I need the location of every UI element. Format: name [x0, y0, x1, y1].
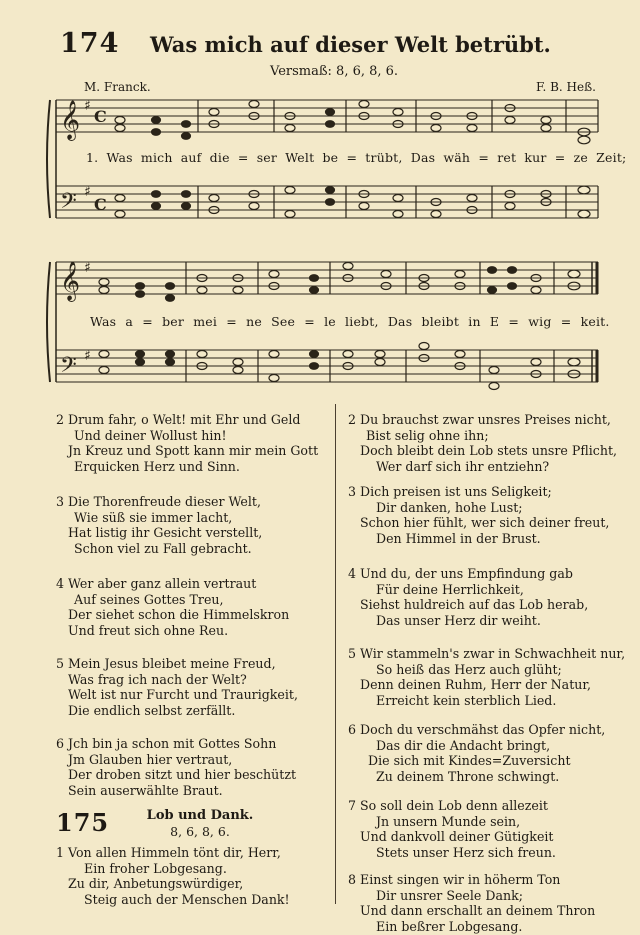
verse-line: Wie süß sie immer lacht,	[74, 509, 233, 525]
verse-line: Jn Kreuz und Spott kann mir mein Gott	[68, 443, 319, 459]
verse-line: 2 Du brauchst zwar unsres Preises nicht,	[348, 412, 611, 427]
verse-line: Dir danken, hohe Lust;	[376, 499, 523, 515]
verse-line: Auf seines Gottes Treu,	[74, 591, 224, 607]
verse-block	[56, 736, 331, 798]
notes-system2-treble	[99, 263, 580, 302]
verse-line: Schon viel zu Fall gebracht.	[74, 540, 252, 556]
verse-line: Der droben sitzt und hier beschützt	[68, 767, 297, 783]
notes-system1-treble	[115, 101, 590, 144]
hymn-175-verse-1	[56, 845, 331, 907]
verse-block	[56, 656, 331, 736]
verse-line: 6 Doch du verschmähst das Opfer nicht,	[348, 722, 606, 737]
verse-line: 8 Einst singen wir in höherm Ton	[348, 872, 561, 887]
verse-line: Die sich mit Kindes=Zuversicht	[368, 753, 571, 769]
verse-line: Steig auch der Menschen Dank!	[84, 891, 290, 907]
verse-line: Und dankvoll deiner Gütigkeit	[360, 829, 554, 845]
verse-line: Denn deinen Ruhm, Herr der Natur,	[360, 677, 592, 693]
verse-line: Erquicken Herz und Sinn.	[74, 458, 240, 474]
verses-right	[348, 412, 630, 934]
svg-text:♯: ♯	[84, 348, 91, 364]
staff-lines-1a	[56, 100, 598, 132]
verse-line: Die endlich selbst zerfällt.	[68, 702, 236, 718]
verse-line: 5 Mein Jesus bleibet meine Freud,	[56, 656, 276, 671]
bass-clef-icon: 𝄢	[60, 353, 77, 383]
lyrics-line-2: Was a = ber mei = ne See = le liebt, Das bleibt in E = wig = keit.	[90, 314, 610, 329]
verse-block	[348, 566, 630, 646]
verse-line: 2 Drum fahr, o Welt! mit Ehr und Geld	[56, 412, 301, 427]
verse-line: Der siehet schon die Himmelskron	[68, 607, 290, 623]
author-text: M. Franck.	[84, 80, 151, 94]
verse-line: Erreicht kein sterblich Lied.	[376, 692, 557, 708]
lyrics-line-1: 1. Was mich auf die = ser Welt be = trübt, Das wäh = ret kur = ze Zeit;	[86, 150, 627, 165]
bass-clef-icon: 𝄢	[60, 189, 77, 219]
column-divider	[335, 404, 336, 904]
verse-line: Jm Glauben hier vertraut,	[68, 751, 233, 767]
music-score	[0, 0, 640, 400]
meter-175: 8, 6, 8, 6.	[170, 824, 230, 839]
verses-left	[56, 412, 331, 798]
verse-line: Das unser Herz dir weiht.	[376, 612, 541, 628]
verse-line: Bist selig ohne ihn;	[366, 427, 489, 443]
hymn-title-174: Was mich auf dieser Welt betrübt.	[150, 32, 551, 57]
svg-text:C: C	[94, 195, 107, 214]
verse-block	[56, 494, 331, 576]
verse-line: Und freut sich ohne Reu.	[68, 622, 229, 638]
hymn-number-174: 174	[60, 28, 120, 59]
verse-line: 4 Und du, der uns Empfindung gab	[348, 566, 573, 581]
verse-line: Sein auserwählte Braut.	[68, 782, 223, 798]
svg-text:♯: ♯	[84, 184, 91, 200]
verse-line: Ein beßrer Lobgesang.	[376, 918, 523, 934]
verse-line: Für deine Herrlichkeit,	[376, 581, 524, 597]
verse-line: Welt ist nur Furcht und Traurigkeit,	[68, 687, 298, 703]
verse-block	[348, 722, 630, 798]
verse-line: 4 Wer aber ganz allein vertraut	[56, 576, 257, 591]
verse-line: 7 So soll dein Lob denn allezeit	[348, 798, 548, 813]
verse-line: 1 Von allen Himmeln tönt dir, Herr,	[56, 845, 281, 860]
verse-block	[348, 412, 630, 484]
verse-line: Wer darf sich ihr entziehn?	[376, 458, 550, 474]
svg-text:♯: ♯	[84, 98, 91, 114]
verse-line: 3 Dich preisen ist uns Seligkeit;	[348, 484, 552, 499]
hymn-number-175: 175	[56, 808, 110, 837]
verse-block	[348, 798, 630, 872]
verse-line: 6 Jch bin ja schon mit Gottes Sohn	[56, 736, 277, 751]
treble-clef-icon: 𝄞	[60, 100, 81, 140]
meter-174: Versmaß: 8, 6, 8, 6.	[270, 64, 399, 79]
verse-block	[56, 576, 331, 656]
verse-block	[56, 412, 331, 494]
verse-line: Stets unser Herz sich freun.	[376, 844, 556, 860]
verse-line: Hat listig ihr Gesicht verstellt,	[68, 525, 263, 541]
verse-line: Jn unsern Munde sein,	[376, 813, 521, 829]
verse-line: 3 Die Thorenfreude dieser Welt,	[56, 494, 261, 509]
verse-line: Dir unsrer Seele Dank;	[376, 887, 523, 903]
verse-line: Schon hier fühlt, wer sich deiner freut,	[360, 515, 610, 531]
verse-line: Zu dir, Anbetungswürdiger,	[68, 876, 244, 892]
treble-clef-icon: 𝄞	[60, 261, 81, 301]
verse-line: Doch bleibt dein Lob stets unsre Pflicht,	[360, 443, 618, 459]
verse-line: So heiß das Herz auch glüht;	[376, 661, 562, 677]
verse-line: 5 Wir stammeln's zwar in Schwachheit nur,	[348, 646, 626, 661]
verse-line: Was frag ich nach der Welt?	[68, 671, 247, 687]
svg-text:C: C	[94, 107, 107, 126]
verse-line: Und deiner Wollust hin!	[74, 427, 227, 443]
svg-text:♯: ♯	[84, 260, 91, 276]
verse-line: Den Himmel in der Brust.	[376, 530, 541, 546]
author-music: F. B. Heß.	[536, 80, 596, 94]
verse-block	[348, 646, 630, 722]
verse-block	[348, 872, 630, 934]
verse-block	[348, 484, 630, 566]
verse-line: Ein froher Lobgesang.	[84, 860, 227, 876]
verse-line: Und dann erschallt an deinem Thron	[360, 903, 596, 919]
verse-line: Zu deinem Throne schwingt.	[376, 768, 560, 784]
verse-line: Das dir die Andacht bringt,	[376, 737, 551, 753]
hymn-title-175: Lob und Dank.	[146, 808, 254, 823]
verse-line: Siehst huldreich auf das Lob herab,	[360, 597, 589, 613]
